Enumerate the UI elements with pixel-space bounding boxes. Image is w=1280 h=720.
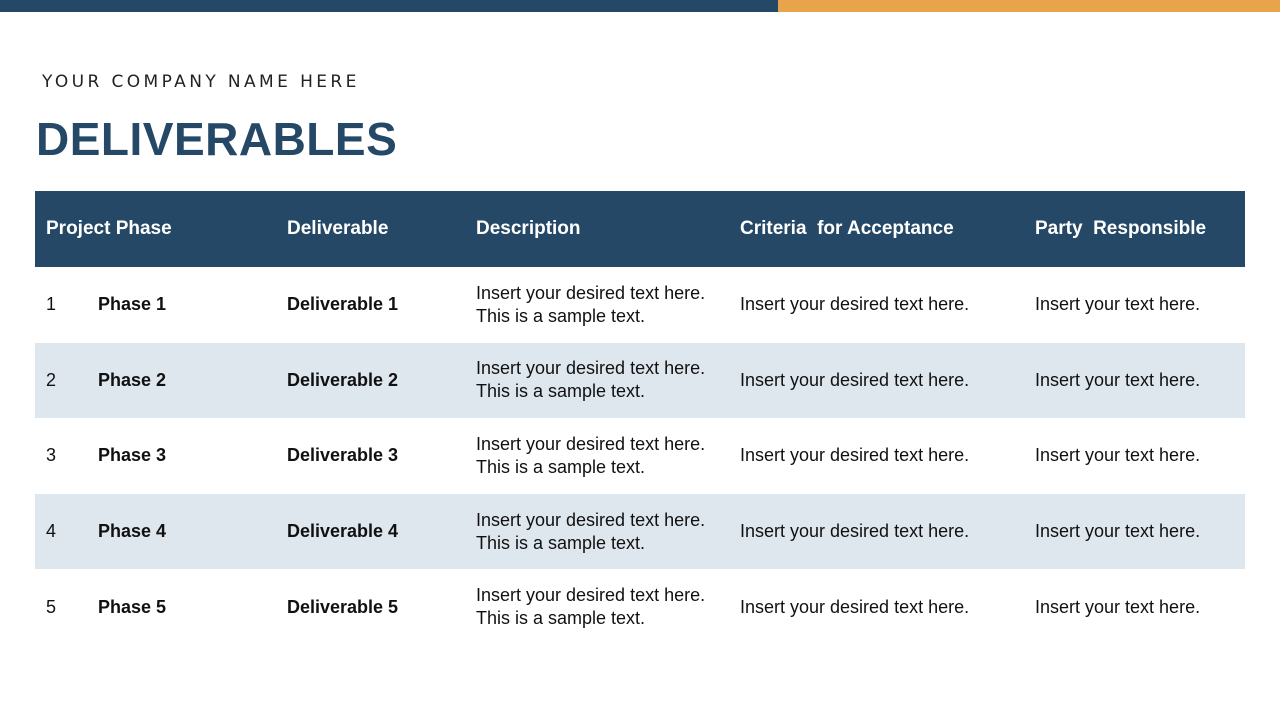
description-line: Insert your desired text here. [476, 509, 706, 530]
deliverable-cell: Deliverable 4 [287, 521, 399, 542]
deliverable-cell: Deliverable 1 [287, 294, 399, 315]
top-accent-bar-primary [0, 0, 778, 12]
table-row [35, 267, 1245, 343]
description-cell [476, 418, 705, 494]
deliverables-table [35, 191, 1245, 645]
description-line: Insert your desired text here. [476, 433, 706, 454]
party-cell: Insert your text here. [1035, 369, 1201, 390]
table-row [35, 343, 1245, 419]
table-row [35, 418, 1245, 494]
party-cell: Insert your text here. [1035, 521, 1201, 542]
header-description: Description [476, 218, 581, 239]
description-line: Insert your desired text here. [476, 282, 706, 303]
description-line: This is a sample text. [476, 608, 646, 629]
description-line: This is a sample text. [476, 456, 646, 477]
row-number: 4 [46, 521, 57, 542]
party-cell: Insert your text here. [1035, 596, 1201, 617]
description-line: This is a sample text. [476, 305, 646, 326]
phase-cell: Phase 1 [98, 294, 167, 315]
phase-cell: Phase 5 [98, 596, 167, 617]
header-criteria: Criteria for Acceptance [740, 218, 954, 239]
header-deliverable: Deliverable [287, 218, 389, 239]
criteria-cell: Insert your desired text here. [740, 521, 970, 542]
description-cell [476, 569, 705, 645]
deliverable-cell: Deliverable 5 [287, 596, 399, 617]
description-cell [476, 267, 705, 343]
header-project-phase: Project Phase [46, 218, 172, 239]
phase-cell: Phase 4 [98, 521, 167, 542]
party-cell: Insert your text here. [1035, 294, 1201, 315]
row-number: 2 [46, 369, 57, 390]
top-accent-bar-secondary [778, 0, 1280, 12]
deliverable-cell: Deliverable 3 [287, 445, 399, 466]
description-line: This is a sample text. [476, 381, 646, 402]
criteria-cell: Insert your desired text here. [740, 596, 970, 617]
description-cell [476, 343, 705, 419]
page-title: DELIVERABLES [36, 113, 398, 165]
header-party: Party Responsible [1035, 218, 1207, 239]
criteria-cell: Insert your desired text here. [740, 294, 970, 315]
row-number: 1 [46, 294, 57, 315]
description-line: This is a sample text. [476, 532, 646, 553]
table-row [35, 494, 1245, 570]
row-number: 5 [46, 596, 57, 617]
table-header [35, 191, 1245, 267]
row-number: 3 [46, 445, 57, 466]
phase-cell: Phase 3 [98, 445, 167, 466]
description-line: Insert your desired text here. [476, 358, 706, 379]
party-cell: Insert your text here. [1035, 445, 1201, 466]
description-cell [476, 494, 705, 570]
table-row [35, 569, 1245, 645]
criteria-cell: Insert your desired text here. [740, 445, 970, 466]
deliverable-cell: Deliverable 2 [287, 369, 399, 390]
description-line: Insert your desired text here. [476, 585, 706, 606]
phase-cell: Phase 2 [98, 369, 167, 390]
criteria-cell: Insert your desired text here. [740, 369, 970, 390]
company-name: YOUR COMPANY NAME HERE [42, 72, 360, 92]
